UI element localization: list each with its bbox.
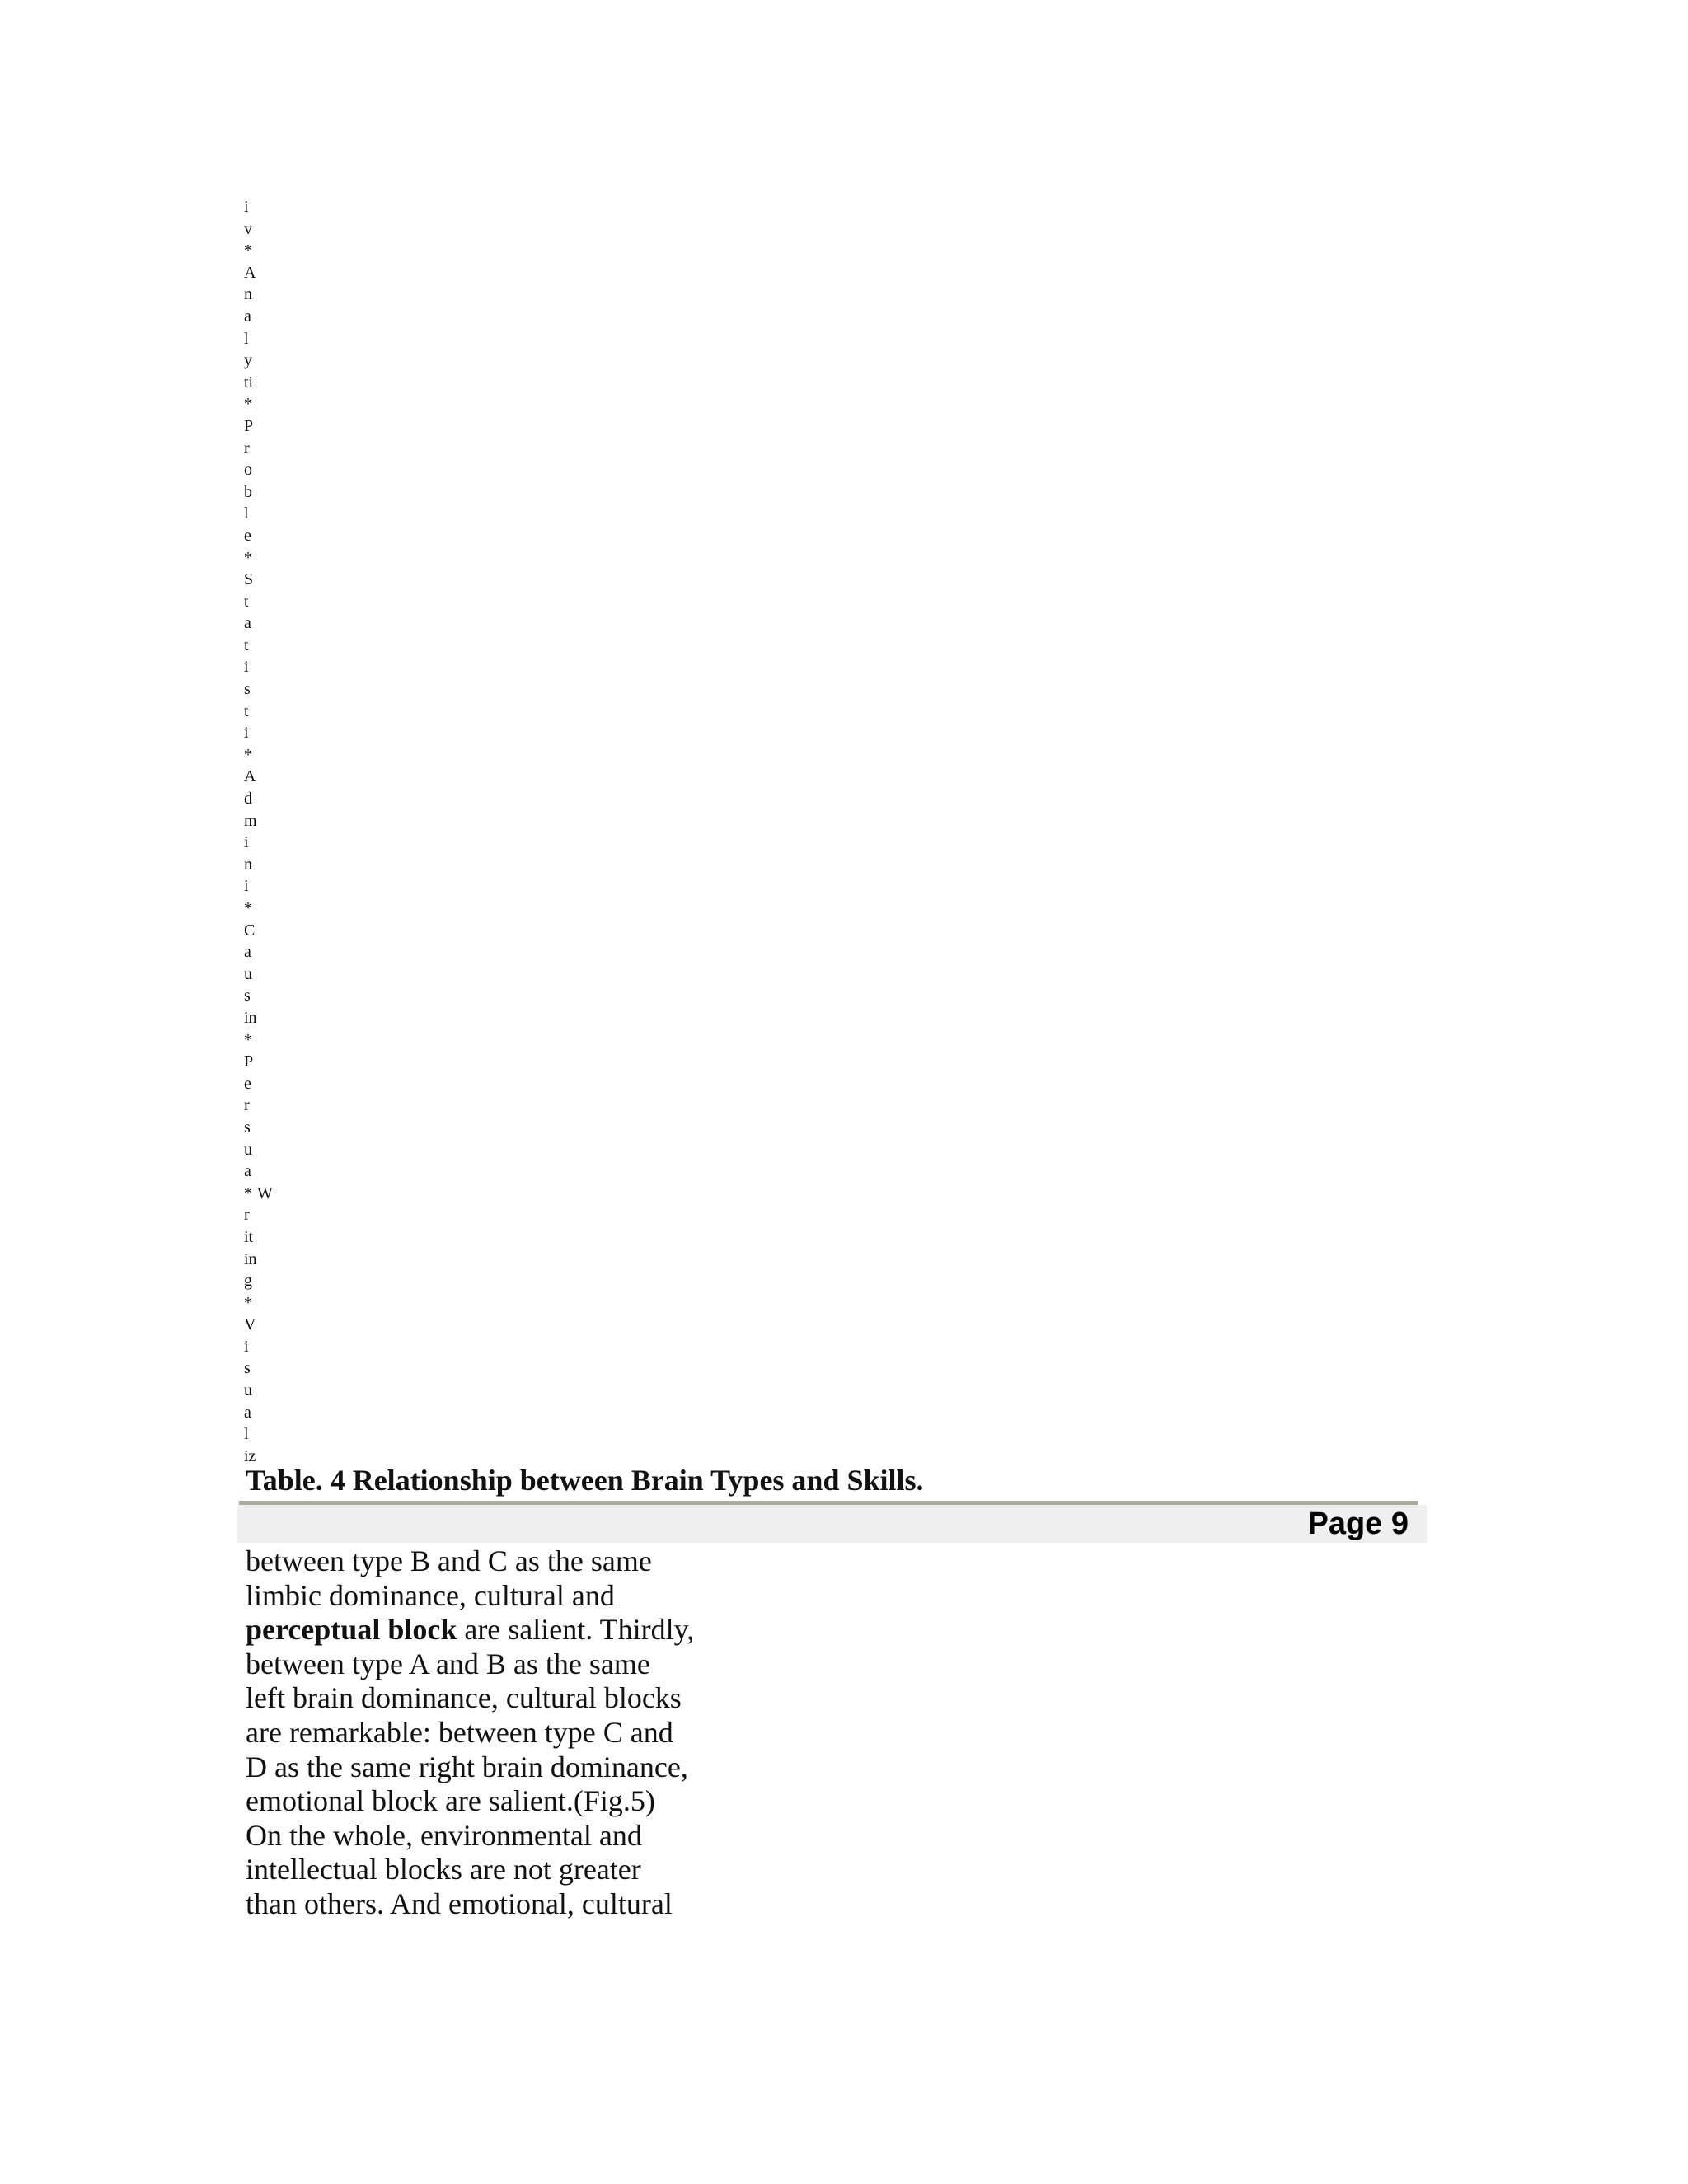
char-glyph: * [244,1183,252,1202]
vertical-char [244,415,293,438]
page-footer [237,1505,1427,1543]
char-glyph: s [244,987,251,1005]
vertical-char [244,898,293,920]
vertical-char [244,1270,293,1292]
vertical-char [244,1357,293,1380]
vertical-char [244,701,293,723]
vertical-char [244,832,293,854]
vertical-char [244,766,293,788]
vertical-char [244,328,293,350]
vertical-char [244,393,293,415]
vertical-char [244,635,293,657]
text-segment: are salient. Thirdly, [457,1613,695,1647]
vertical-char [244,372,293,394]
char-glyph: V [244,1315,256,1334]
char-glyph: u [244,1140,252,1159]
vertical-char [244,1029,293,1052]
vertical-char [244,788,293,810]
char-glyph: i [244,198,249,216]
vertical-char [244,985,293,1007]
vertical-char [244,196,293,218]
vertical-char [244,1380,293,1402]
side-char: W [257,1183,273,1202]
vertical-char [244,284,293,306]
char-glyph: a [244,614,251,633]
char-glyph: A [244,263,256,282]
text-line [246,1613,757,1647]
vertical-char [244,722,293,744]
char-glyph: u [244,1381,252,1400]
char-glyph: i [244,1337,249,1356]
char-glyph: l [244,329,249,348]
bold-term: perceptual block [246,1613,457,1647]
char-glyph: s [244,1359,251,1378]
table-caption: Table. 4 Relationship between Brain Types and Skills. [246,1464,924,1497]
char-glyph: m [244,811,257,830]
char-glyph: s [244,1118,251,1137]
vertical-char [244,1402,293,1424]
char-glyph: * [244,899,252,917]
char-glyph: * [244,1030,252,1049]
vertical-char [244,678,293,701]
vertical-char [244,920,293,942]
char-glyph: t [244,701,249,720]
char-glyph: * [244,241,252,260]
vertical-char [244,547,293,569]
char-glyph: i [244,877,249,896]
vertical-text-column [244,196,293,1467]
vertical-char [244,1204,293,1226]
vertical-char [244,963,293,986]
vertical-char [244,612,293,635]
char-glyph: u [244,964,252,983]
vertical-char [244,744,293,766]
vertical-char [244,306,293,328]
char-glyph: i [244,833,249,852]
vertical-char [244,218,293,241]
page-number: Page 9 [1307,1507,1409,1541]
vertical-char [244,854,293,876]
char-glyph: e [244,526,251,545]
char-glyph: s [244,680,251,699]
text-line: intellectual blocks are not greater [246,1853,641,1886]
text-line: than others. And emotional, cultural [246,1886,673,1920]
vertical-char [244,569,293,591]
char-glyph: S [244,570,254,589]
char-glyph: C [244,921,256,940]
vertical-char [244,1007,293,1029]
vertical-char [244,1226,293,1249]
vertical-char [244,875,293,898]
char-glyph: * [244,1293,252,1312]
vertical-char [244,1423,293,1446]
text-line: are remarkable: between type C and [246,1715,673,1749]
char-glyph: a [244,943,251,962]
text-line: emotional block are salient.(Fig.5) [246,1784,655,1818]
char-glyph: d [244,790,252,808]
char-glyph: ti [244,373,254,391]
char-glyph: y [244,351,252,370]
char-glyph: P [244,1052,254,1071]
text-line: D as the same right brain dominance, [246,1750,688,1783]
body-paragraph [246,1544,757,1922]
vertical-char [244,349,293,372]
char-glyph: e [244,1074,251,1093]
vertical-char [244,941,293,963]
vertical-char [244,438,293,460]
char-glyph: P [244,416,254,435]
char-glyph: r [244,1096,250,1115]
char-glyph: g [244,1272,252,1291]
vertical-char [244,525,293,547]
char-glyph: * [244,548,252,567]
char-glyph: in [244,1249,257,1268]
vertical-char [244,1139,293,1161]
char-glyph: r [244,1206,250,1225]
char-glyph: i [244,724,249,743]
vertical-char [244,656,293,678]
char-glyph: a [244,1403,251,1422]
vertical-char [244,1117,293,1139]
vertical-char [244,240,293,262]
char-glyph: r [244,438,250,457]
vertical-char [244,1160,293,1183]
char-glyph: t [244,592,249,611]
char-glyph: it [244,1227,254,1246]
char-glyph: iz [244,1446,256,1465]
char-glyph: a [244,1162,251,1181]
vertical-char [244,1183,293,1205]
text-line: limbic dominance, cultural and [246,1578,615,1612]
vertical-char [244,459,293,481]
char-glyph: a [244,307,251,326]
char-glyph: l [244,504,249,523]
text-line: left brain dominance, cultural blocks [246,1681,682,1715]
text-line: between type A and B as the same [246,1647,650,1680]
vertical-char [244,481,293,504]
text-line: between type B and C as the same [246,1544,652,1577]
vertical-char [244,1073,293,1095]
char-glyph: in [244,1008,257,1027]
vertical-char [244,1336,293,1358]
vertical-char [244,1292,293,1315]
vertical-char [244,810,293,832]
char-glyph: o [244,461,252,480]
char-glyph: t [244,635,249,654]
vertical-char [244,503,293,525]
char-glyph: A [244,767,256,786]
char-glyph: l [244,1425,249,1444]
char-glyph: n [244,855,252,874]
vertical-char [244,1314,293,1336]
char-glyph: b [244,482,252,501]
vertical-char [244,1051,293,1073]
char-glyph: i [244,658,249,677]
vertical-char [244,1094,293,1117]
vertical-char [244,262,293,284]
text-line: On the whole, environmental and [246,1818,642,1852]
char-glyph: * [244,395,252,414]
char-glyph: n [244,285,252,304]
char-glyph: v [244,219,252,238]
char-glyph: * [244,745,252,764]
vertical-char [244,1249,293,1271]
vertical-char [244,591,293,613]
